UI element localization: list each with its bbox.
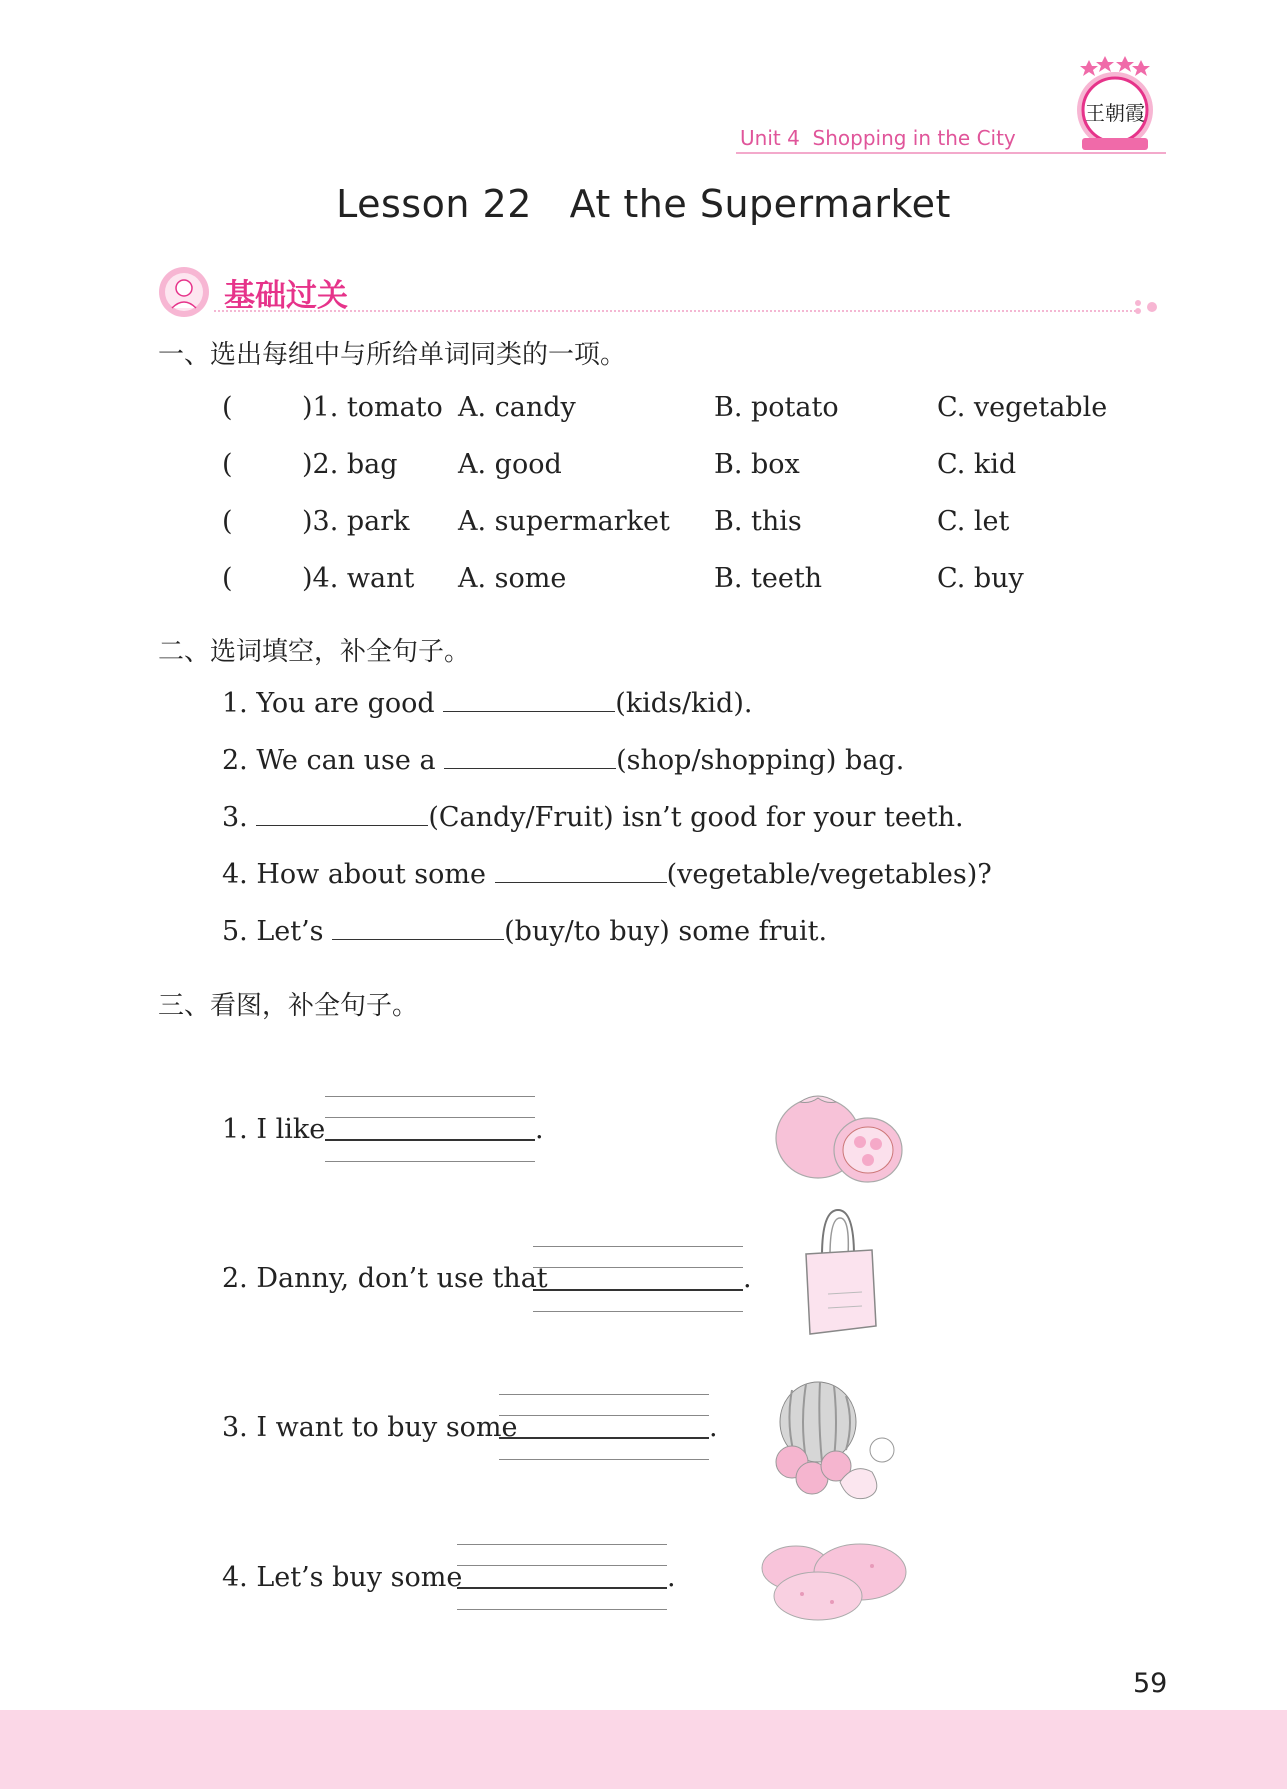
option-c: C. let (937, 506, 1010, 537)
answer-blank[interactable] (332, 918, 504, 940)
picture-sentence-text: 2. Danny, don’t use that (222, 1263, 548, 1294)
sentence-after: (buy/to buy) some fruit. (504, 916, 828, 947)
picture-sentence-text: 4. Let’s buy some (222, 1562, 463, 1593)
sentence-after: (vegetable/vegetables)? (666, 859, 992, 890)
section2-title: 二、选词填空，补全句子。 (158, 637, 471, 667)
student-avatar-icon (158, 266, 210, 318)
question-stem: )1. tomato (302, 392, 443, 423)
question-stem: )3. park (302, 506, 410, 537)
option-c: C. kid (937, 449, 1017, 480)
fill-sentence (222, 916, 827, 947)
option-b: B. teeth (714, 563, 823, 594)
shopping-bag-icon (800, 1206, 880, 1336)
fill-sentence (222, 745, 904, 776)
option-b: B. box (714, 449, 800, 480)
unit-header (740, 126, 1016, 150)
fill-sentence (222, 859, 992, 890)
publisher-logo-icon (1072, 56, 1158, 156)
sentence-period: . (743, 1263, 752, 1294)
picture-sentence-text: 3. I want to buy some (222, 1412, 518, 1443)
sentence-period: . (709, 1412, 718, 1443)
option-a: A. some (458, 563, 567, 594)
logo-text: 王朝霞 (1085, 101, 1145, 125)
potato-icon (752, 1536, 912, 1626)
banner-rule (214, 310, 1140, 312)
option-b: B. this (714, 506, 802, 537)
option-c: C. buy (937, 563, 1024, 594)
writing-lines[interactable] (499, 1394, 709, 1460)
option-a: A. candy (458, 392, 576, 423)
sentence-before: 5. Let’s (222, 916, 333, 947)
sentence-before: 1. You are good (222, 688, 444, 719)
fill-sentence (222, 802, 964, 833)
sentence-before: 4. How about some (222, 859, 495, 890)
section-banner-label: 基础过关 (224, 278, 348, 314)
sentence-period: . (535, 1114, 544, 1145)
banner-dots-icon (1134, 298, 1160, 316)
option-c: C. vegetable (937, 392, 1108, 423)
answer-paren: ( (222, 449, 233, 480)
fill-sentence (222, 688, 752, 719)
answer-paren: ( (222, 506, 233, 537)
answer-blank[interactable] (256, 804, 428, 826)
footer-band (0, 1710, 1287, 1789)
sentence-before: 2. We can use a (222, 745, 445, 776)
picture-sentence-text: 1. I like (222, 1114, 326, 1145)
option-b: B. potato (714, 392, 839, 423)
unit-label: Unit 4 (740, 126, 800, 150)
answer-blank[interactable] (444, 747, 616, 769)
writing-lines[interactable] (457, 1544, 667, 1610)
answer-paren: ( (222, 392, 233, 423)
answer-blank[interactable] (495, 861, 667, 883)
question-stem: )2. bag (302, 449, 398, 480)
answer-blank[interactable] (443, 690, 615, 712)
sentence-after: (kids/kid). (615, 688, 753, 719)
page-number: 59 (1133, 1668, 1168, 1699)
question-stem: )4. want (302, 563, 415, 594)
section3-title: 三、看图，补全句子。 (158, 991, 419, 1021)
sentence-before: 3. (222, 802, 257, 833)
unit-title: Shopping in the City (812, 126, 1016, 150)
answer-paren: ( (222, 563, 233, 594)
tomato-icon (770, 1086, 910, 1186)
sentence-period: . (667, 1562, 676, 1593)
option-a: A. supermarket (458, 506, 670, 537)
fruit-icon (770, 1370, 900, 1505)
writing-lines[interactable] (325, 1096, 535, 1162)
sentence-after: (shop/shopping) bag. (616, 745, 905, 776)
lesson-title: Lesson 22 At the Supermarket (336, 182, 951, 226)
option-a: A. good (458, 449, 562, 480)
section1-title: 一、选出每组中与所给单词同类的一项。 (158, 340, 627, 370)
sentence-after: (Candy/Fruit) isn’t good for your teeth. (428, 802, 964, 833)
writing-lines[interactable] (533, 1246, 743, 1312)
